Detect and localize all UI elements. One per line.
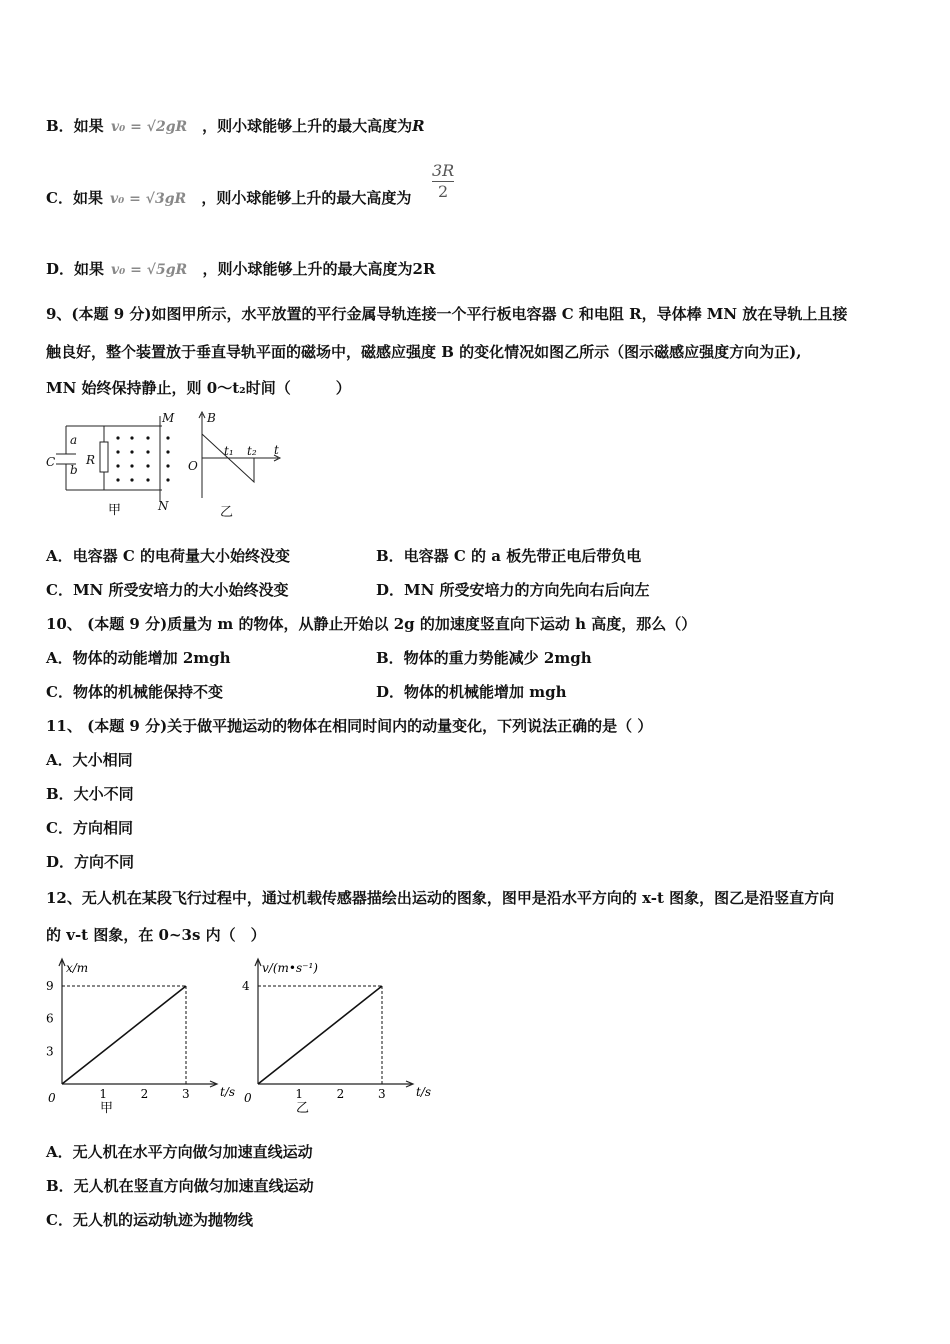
data-line [258, 986, 382, 1084]
q9-option-c[interactable]: C．MN 所受安培力的大小始终没变 [46, 581, 289, 599]
x-tick-label: 0 [244, 1091, 252, 1105]
magnetic-field-dots [116, 436, 169, 481]
fig-label-a: a [70, 433, 78, 447]
q8-b-text: ，则小球能够上升的最大高度为 [202, 117, 413, 135]
fig-label-n: N [158, 499, 169, 513]
x-tick-label: 3 [378, 1087, 386, 1101]
q11-option-a[interactable]: A．大小相同 [46, 751, 133, 769]
y-axis-label: x/m [66, 961, 89, 975]
x-tick-label: 3 [182, 1087, 190, 1101]
q12-stem-line1: 12、无人机在某段飞行过程中，通过机载传感器描绘出运动的图象，图甲是沿水平方向的 x-t 图象，图乙是沿竖直方向 [46, 889, 835, 907]
x-tick-label: 1 [99, 1087, 107, 1101]
q11-stem: 11、 (本题 9 分)关于做平抛运动的物体在相同时间内的动量变化，下列说法正确的是（ ） [46, 717, 653, 735]
y-axis-label: v/(m•s⁻¹) [262, 961, 318, 975]
fig-origin-o: O [188, 459, 198, 473]
y-tick-label: 6 [46, 1011, 54, 1026]
x-tick-label: 2 [140, 1087, 149, 1101]
chart-caption: 甲 [100, 1101, 114, 1116]
q11-option-c[interactable]: C．方向相同 [46, 819, 133, 837]
q8-c-label: C．如果 [46, 189, 103, 207]
y-tick-label: 4 [242, 979, 250, 993]
q12-chart-jia [40, 952, 236, 1122]
q8-c-formula-text: v₀ = √3gR [110, 191, 187, 207]
fig-axis-t: t [274, 443, 279, 457]
q8-option-c[interactable] [46, 186, 411, 212]
q8-b-label: B．如果 [46, 117, 104, 135]
q8-c-formula [108, 186, 196, 212]
q8-b-answer: R [412, 117, 425, 135]
q10-option-a[interactable]: A．物体的动能增加 2mgh [46, 649, 231, 667]
x-axis-label: t/s [220, 1085, 236, 1099]
q8-option-b[interactable] [46, 114, 425, 140]
q11-option-b[interactable]: B．大小不同 [46, 785, 134, 803]
q10-option-d[interactable]: D．物体的机械能增加 mgh [376, 683, 567, 701]
q8-d-answer: 2R [412, 260, 436, 278]
q12-stem-line2: 的 v-t 图象，在 0~3s 内（ ） [46, 926, 266, 944]
fig-tick-t1: t₁ [224, 444, 234, 458]
y-tick-label: 9 [46, 979, 54, 993]
q8-c-frac-den: 2 [432, 181, 454, 202]
q9-stem-line1: 9、(本题 9 分)如图甲所示，水平放置的平行金属导轨连接一个平行板电容器 C 和电阻 R，导体棒 MN 放在导轨上且接 [46, 305, 848, 323]
q8-d-formula-text: v₀ = √5gR [111, 262, 188, 278]
x-axis-label: t/s [416, 1085, 432, 1099]
data-line [62, 986, 186, 1084]
fig-label-b: b [70, 463, 78, 477]
y-tick-label: 3 [46, 1044, 54, 1059]
q8-c-text: ，则小球能够上升的最大高度为 [201, 189, 412, 207]
x-tick-label: 0 [48, 1091, 56, 1105]
q8-d-label: D．如果 [46, 260, 105, 278]
q12-option-a[interactable]: A．无人机在水平方向做匀加速直线运动 [46, 1143, 313, 1161]
q8-c-answer-fraction [432, 161, 454, 202]
chart-caption: 乙 [296, 1101, 310, 1116]
fig-tick-t2: t₂ [247, 444, 257, 458]
q8-option-d[interactable] [46, 257, 435, 283]
q9-stem-line2: 触良好，整个装置放于垂直导轨平面的磁场中，磁感应强度 B 的变化情况如图乙所示（图示磁感应强度方向为正), [46, 343, 802, 361]
q8-d-text: ，则小球能够上升的最大高度为 [202, 260, 413, 278]
q12-option-b[interactable]: B．无人机在竖直方向做匀加速直线运动 [46, 1177, 314, 1195]
q12-chart-yi [236, 952, 432, 1122]
q9-option-b[interactable]: B．电容器 C 的 a 板先带正电后带负电 [376, 547, 642, 565]
q10-option-b[interactable]: B．物体的重力势能减少 2mgh [376, 649, 592, 667]
fig-caption-yi: 乙 [220, 505, 234, 520]
fig-caption-jia: 甲 [108, 503, 122, 518]
q12-option-c[interactable]: C．无人机的运动轨迹为抛物线 [46, 1211, 253, 1229]
q9-figure [44, 408, 294, 520]
fig-axis-b: B [207, 411, 216, 425]
q10-option-c[interactable]: C．物体的机械能保持不变 [46, 683, 223, 701]
x-tick-label: 1 [295, 1087, 303, 1101]
fig-label-r: R [86, 453, 96, 467]
q8-b-formula-text: v₀ = √2gR [110, 119, 188, 135]
q9-option-a[interactable]: A．电容器 C 的电荷量大小始终没变 [46, 547, 291, 565]
q8-b-formula [109, 114, 197, 140]
fig-label-c: C [46, 455, 56, 469]
fig-label-m: M [162, 411, 175, 425]
q8-c-frac-num: 3R [432, 161, 455, 180]
q8-d-formula [109, 257, 197, 283]
q9-option-d[interactable]: D．MN 所受安培力的方向先向右后向左 [376, 581, 650, 599]
q10-stem: 10、 (本题 9 分)质量为 m 的物体，从静止开始以 2g 的加速度竖直向下运动 h 高度，那么（） [46, 615, 697, 633]
q11-option-d[interactable]: D．方向不同 [46, 853, 135, 871]
x-tick-label: 2 [336, 1087, 345, 1101]
q9-stem-line3: MN 始终保持静止，则 0～t₂时间（ ） [46, 379, 351, 397]
